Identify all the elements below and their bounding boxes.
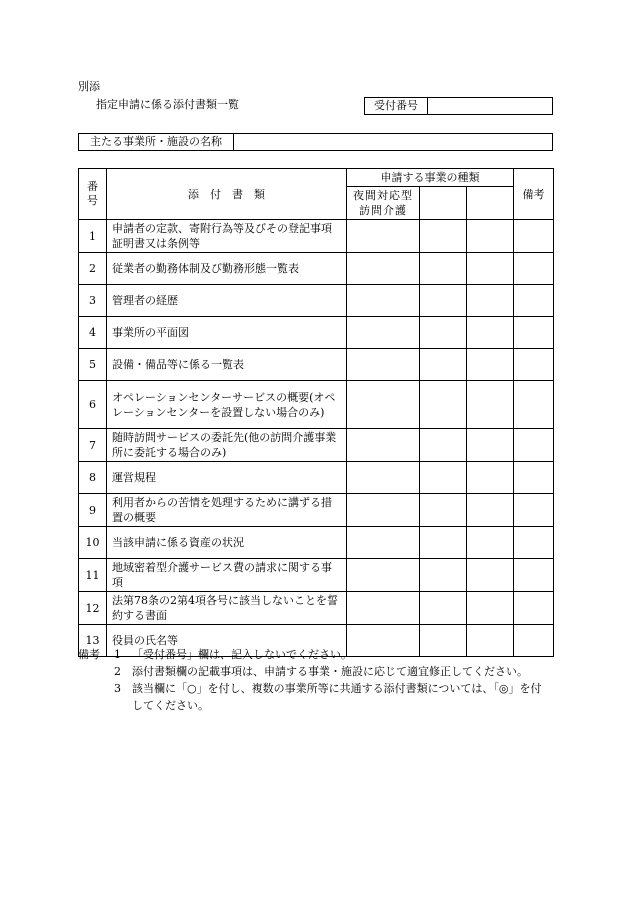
row-number: 8 bbox=[79, 462, 107, 494]
row-cell-type-1[interactable] bbox=[347, 527, 420, 559]
row-document: 随時訪問サービスの委託先(他の訪問介護事業所に委託する場合のみ) bbox=[107, 429, 347, 462]
note-number: 3 bbox=[114, 682, 121, 695]
row-document: 事業所の平面図 bbox=[107, 317, 347, 349]
row-cell-type-3[interactable] bbox=[467, 220, 514, 253]
row-cell-remarks[interactable] bbox=[514, 220, 554, 253]
note-text: 「受付番号」欄は、記入しないでください。 bbox=[132, 648, 352, 661]
row-document: 運営規程 bbox=[107, 462, 347, 494]
row-number: 9 bbox=[79, 494, 107, 527]
row-cell-remarks[interactable] bbox=[514, 592, 554, 625]
row-cell-remarks[interactable] bbox=[514, 317, 554, 349]
attachment-label: 別添 bbox=[78, 80, 100, 93]
row-cell-type-1[interactable] bbox=[347, 253, 420, 285]
row-cell-type-1[interactable] bbox=[347, 381, 420, 429]
table-row bbox=[79, 429, 554, 462]
table-row bbox=[79, 285, 554, 317]
row-cell-type-2[interactable] bbox=[420, 381, 467, 429]
row-cell-type-1[interactable] bbox=[347, 220, 420, 253]
row-number: 12 bbox=[79, 592, 107, 625]
table-row bbox=[79, 349, 554, 381]
row-cell-type-1[interactable] bbox=[347, 317, 420, 349]
table-row bbox=[79, 462, 554, 494]
row-document: 申請者の定款、寄附行為等及びその登記事項証明書又は条例等 bbox=[107, 220, 347, 253]
row-cell-remarks[interactable] bbox=[514, 285, 554, 317]
note-text: 添付書類欄の記載事項は、申請する事業・施設に応じて適宜修正してください。 bbox=[132, 665, 528, 678]
row-cell-remarks[interactable] bbox=[514, 253, 554, 285]
row-cell-remarks[interactable] bbox=[514, 462, 554, 494]
row-cell-remarks[interactable] bbox=[514, 559, 554, 592]
row-cell-type-3[interactable] bbox=[467, 429, 514, 462]
row-cell-type-2[interactable] bbox=[420, 462, 467, 494]
row-cell-type-3[interactable] bbox=[467, 253, 514, 285]
row-document: 当該申請に係る資産の状況 bbox=[107, 527, 347, 559]
row-cell-type-3[interactable] bbox=[467, 317, 514, 349]
row-cell-type-3[interactable] bbox=[467, 285, 514, 317]
reception-number-field[interactable] bbox=[428, 98, 552, 114]
table-row bbox=[79, 592, 554, 625]
reception-number-box bbox=[364, 97, 553, 115]
table-row bbox=[79, 317, 554, 349]
col-remarks-header: 備考 bbox=[514, 169, 554, 220]
row-number: 7 bbox=[79, 429, 107, 462]
row-cell-type-1[interactable] bbox=[347, 462, 420, 494]
row-cell-type-1[interactable] bbox=[347, 429, 420, 462]
table-row bbox=[79, 494, 554, 527]
notes-label: 備考 bbox=[78, 648, 100, 661]
facility-name-field[interactable] bbox=[234, 134, 552, 150]
table-header-row bbox=[79, 169, 554, 187]
row-cell-remarks[interactable] bbox=[514, 381, 554, 429]
row-cell-type-3[interactable] bbox=[467, 349, 514, 381]
row-cell-type-2[interactable] bbox=[420, 220, 467, 253]
note-number: 2 bbox=[114, 665, 121, 678]
row-number: 11 bbox=[79, 559, 107, 592]
row-cell-type-2[interactable] bbox=[420, 429, 467, 462]
row-cell-type-3[interactable] bbox=[467, 527, 514, 559]
row-cell-type-3[interactable] bbox=[467, 592, 514, 625]
table-row bbox=[79, 559, 554, 592]
row-document: 地域密着型介護サービス費の請求に関する事項 bbox=[107, 559, 347, 592]
row-cell-remarks[interactable] bbox=[514, 527, 554, 559]
row-number: 2 bbox=[79, 253, 107, 285]
row-cell-type-2[interactable] bbox=[420, 527, 467, 559]
row-document: 管理者の経歴 bbox=[107, 285, 347, 317]
col-documents-header: 添 付 書 類 bbox=[107, 169, 347, 220]
note-number: 1 bbox=[114, 648, 121, 661]
row-document: オペレーションセンターサービスの概要(オペレーションセンターを設置しない場合のみ) bbox=[107, 381, 347, 429]
row-cell-type-1[interactable] bbox=[347, 349, 420, 381]
row-cell-type-2[interactable] bbox=[420, 349, 467, 381]
note-item bbox=[78, 646, 550, 663]
document-title: 指定申請に係る添付書類一覧 bbox=[96, 98, 239, 111]
row-document: 設備・備品等に係る一覧表 bbox=[107, 349, 347, 381]
note-item bbox=[78, 680, 550, 714]
table-row bbox=[79, 527, 554, 559]
col-business-type-3 bbox=[467, 187, 514, 220]
notes-section bbox=[78, 646, 550, 714]
col-number-header: 番号 bbox=[79, 169, 107, 220]
note-item bbox=[78, 663, 550, 680]
facility-name-label: 主たる事業所・施設の名称 bbox=[79, 134, 234, 150]
facility-name-box bbox=[78, 133, 553, 151]
reception-number-label: 受付番号 bbox=[365, 98, 428, 114]
row-number: 1 bbox=[79, 220, 107, 253]
row-cell-type-3[interactable] bbox=[467, 559, 514, 592]
row-cell-remarks[interactable] bbox=[514, 429, 554, 462]
row-cell-type-3[interactable] bbox=[467, 381, 514, 429]
row-cell-remarks[interactable] bbox=[514, 494, 554, 527]
row-number: 5 bbox=[79, 349, 107, 381]
row-number: 13 bbox=[79, 625, 107, 657]
row-document: 役員の氏名等 bbox=[107, 625, 347, 657]
row-number: 3 bbox=[79, 285, 107, 317]
row-cell-type-2[interactable] bbox=[420, 285, 467, 317]
row-cell-type-3[interactable] bbox=[467, 462, 514, 494]
row-number: 10 bbox=[79, 527, 107, 559]
row-cell-type-1[interactable] bbox=[347, 559, 420, 592]
col-business-type-1: 夜間対応型訪問介護 bbox=[347, 187, 420, 220]
row-cell-type-1[interactable] bbox=[347, 592, 420, 625]
row-cell-type-2[interactable] bbox=[420, 317, 467, 349]
table-row bbox=[79, 253, 554, 285]
note-text: 該当欄に「○」を付し、複数の事業所等に共通する添付書類については、「◎」を付してください。 bbox=[132, 682, 542, 712]
row-document: 従業者の勤務体制及び勤務形態一覧表 bbox=[107, 253, 347, 285]
row-cell-type-1[interactable] bbox=[347, 285, 420, 317]
row-cell-type-2[interactable] bbox=[420, 559, 467, 592]
row-cell-type-2[interactable] bbox=[420, 253, 467, 285]
row-document: 利用者からの苦情を処理するために講ずる措置の概要 bbox=[107, 494, 347, 527]
row-cell-remarks[interactable] bbox=[514, 349, 554, 381]
row-document: 法第78条の2第4項各号に該当しないことを誓約する書面 bbox=[107, 592, 347, 625]
table-row bbox=[79, 381, 554, 429]
documents-table bbox=[78, 168, 554, 657]
row-number: 6 bbox=[79, 381, 107, 429]
row-number: 4 bbox=[79, 317, 107, 349]
row-cell-type-2[interactable] bbox=[420, 592, 467, 625]
col-business-types-header: 申請する事業の種類 bbox=[347, 169, 514, 187]
row-cell-type-1[interactable] bbox=[347, 494, 420, 527]
row-cell-type-2[interactable] bbox=[420, 494, 467, 527]
row-cell-type-3[interactable] bbox=[467, 494, 514, 527]
col-business-type-2 bbox=[420, 187, 467, 220]
table-row bbox=[79, 220, 554, 253]
